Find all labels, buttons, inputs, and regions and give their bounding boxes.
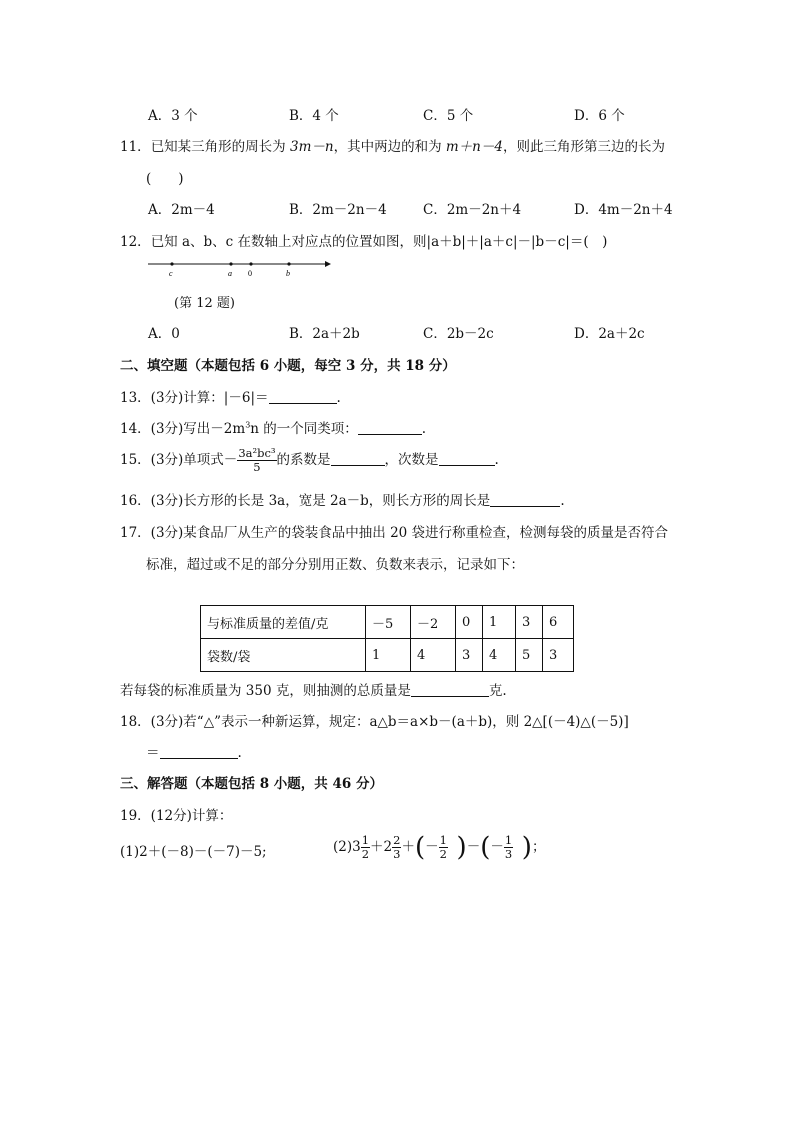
q19-minus: － xyxy=(466,839,481,855)
q12-figure-caption: (第 12 题) xyxy=(174,296,235,311)
q14-answer-blank[interactable] xyxy=(358,420,422,435)
left-paren: ( xyxy=(480,832,491,863)
q11-option-b: B．2m－2n－4 xyxy=(289,202,387,218)
q19-fraction-3 xyxy=(439,834,448,861)
q11-stem xyxy=(120,135,665,155)
numerator: 1 xyxy=(439,832,447,847)
table-row xyxy=(201,639,574,672)
q17-answer-blank[interactable] xyxy=(411,682,489,697)
q12-number: 12． xyxy=(120,234,151,250)
table-cell: 4 xyxy=(483,639,516,672)
q14-exponent: 3 xyxy=(245,420,251,430)
q15-period: . xyxy=(494,452,499,468)
q10-option-d: D．6 个 xyxy=(574,108,625,124)
table-cell: 1 xyxy=(483,606,516,639)
table-cell: 6 xyxy=(543,606,574,639)
table-row xyxy=(201,606,574,639)
q19-fraction-4 xyxy=(504,834,513,861)
q18-equals: ＝ xyxy=(146,745,160,761)
q17-line-1: 17．(3分)某食品厂从生产的袋装食品中抽出 20 袋进行称重检查，检测每袋的质量是否符合 xyxy=(120,525,669,541)
q11-option-d: D．4m－2n＋4 xyxy=(574,202,673,218)
table-cell: 3 xyxy=(516,606,543,639)
point-a xyxy=(229,262,232,265)
section-fill-in-heading: 二、填空题（本题包括 6 小题，每空 3 分，共 18 分） xyxy=(120,358,456,374)
table-cell: －2 xyxy=(411,606,456,639)
q11-text-3: ，则此三角形第三边的长为 xyxy=(502,139,665,155)
q16-answer-blank[interactable] xyxy=(490,492,560,507)
q15 xyxy=(120,442,499,478)
q17-unit: 克. xyxy=(488,683,507,699)
table-cell: 0 xyxy=(456,606,483,639)
q12-option-c: C．2b－2c xyxy=(423,326,494,342)
q13-period: . xyxy=(336,390,341,406)
q18-line-2 xyxy=(146,741,242,761)
numerator: 1 xyxy=(504,832,513,847)
table-cell: 3 xyxy=(456,639,483,672)
q11-text-2: ，其中两边的和为 xyxy=(333,139,446,155)
q19-part-2: (2)3 $\frac{1}{2}$ ＋2 $\frac{2}{3}$ ＋(－ $\frac{1}{2}$ )－(－ $\frac{1}{3}$ )； xyxy=(333,832,546,863)
q11-text-1: 已知某三角形的周长为 xyxy=(150,139,290,155)
label-c: c xyxy=(169,269,173,278)
q15-text-3: ，次数是 xyxy=(384,452,439,468)
table-cell: 袋数/袋 xyxy=(201,639,366,672)
q14-period: . xyxy=(421,421,427,437)
q19-title: 19．(12分)计算： xyxy=(120,808,233,824)
denominator: 2 xyxy=(439,847,447,861)
q13-answer-blank[interactable] xyxy=(269,389,337,404)
q14-text-1: 14．(3分)写出－2m xyxy=(120,421,246,437)
q11-option-c: C．2m－2n＋4 xyxy=(423,202,522,218)
q18-line-1: 18．(3分)若“△”表示一种新运算，规定：a△b＝a×b－(a＋b)，则 2△[(－4)△(－5)] xyxy=(120,714,629,730)
q13 xyxy=(120,386,341,406)
q16 xyxy=(120,489,565,509)
q15-fraction xyxy=(237,447,276,474)
denominator: 3 xyxy=(504,847,513,861)
q17-question-text: 若每袋的标准质量为 350 克，则抽测的总质量是 xyxy=(120,683,411,699)
q12-text: 已知 a、b、c 在数轴上对应点的位置如图，则|a＋b|＋|a＋c|－|b－c|＝( ) xyxy=(150,234,608,250)
table-cell: 5 xyxy=(516,639,543,672)
q12-stem xyxy=(120,230,607,250)
q14-text-2: n 的一个同类项： xyxy=(250,421,358,437)
q15-text-1: 15．(3分)单项式－ xyxy=(120,452,238,468)
numerator: 1 xyxy=(361,832,370,847)
q19-plus: ＋ xyxy=(401,839,415,855)
denominator: 2 xyxy=(361,847,370,861)
q11-option-a: A．2m－4 xyxy=(148,202,215,218)
label-zero: 0 xyxy=(248,269,252,278)
q12-option-a: A．0 xyxy=(148,326,180,342)
numerator: 2 xyxy=(393,832,401,847)
q10-option-c: C．5 个 xyxy=(423,108,474,124)
q15-numerator: 3a²bc³ xyxy=(238,445,276,460)
q11-answer-paren: ( ) xyxy=(146,171,184,187)
q17-data-table xyxy=(200,605,574,672)
q15-text-2: 的系数是 xyxy=(276,452,331,468)
table-cell: 1 xyxy=(366,639,411,672)
q19-semicolon: ； xyxy=(531,839,546,855)
right-paren: ) xyxy=(521,832,532,863)
label-b: b xyxy=(286,269,290,278)
left-paren: ( xyxy=(414,832,426,863)
q19-plus-2: ＋2 xyxy=(370,839,393,855)
number-line-arrow xyxy=(325,261,331,267)
table-cell: －5 xyxy=(366,606,411,639)
point-b xyxy=(287,262,290,265)
q15-denominator: 5 xyxy=(253,460,261,474)
q14 xyxy=(120,417,426,437)
table-cell: 4 xyxy=(411,639,456,672)
q15-coefficient-blank[interactable] xyxy=(331,451,385,466)
q16-text: 16．(3分)长方形的长是 3a，宽是 2a－b，则长方形的周长是 xyxy=(120,493,491,509)
q11-expr-2: m＋n－4 xyxy=(445,139,503,155)
right-paren: ) xyxy=(456,832,467,863)
table-cell: 与标准质量的差值/克 xyxy=(201,606,366,639)
section-solution-heading: 三、解答题（本题包括 8 小题，共 46 分） xyxy=(120,776,383,792)
point-c xyxy=(170,262,173,265)
q10-option-b: B．4 个 xyxy=(289,108,339,124)
q19-part-1: (1)2＋(－8)－(－7)－5; xyxy=(120,844,267,860)
label-a: a xyxy=(228,269,232,278)
q11-number: 11． xyxy=(120,139,151,155)
q12-option-b: B．2a＋2b xyxy=(289,326,360,342)
q19-fraction-1 xyxy=(361,834,370,861)
q10-option-a: A．3 个 xyxy=(148,108,198,124)
q13-text: 13．(3分)计算：|－6|＝ xyxy=(120,390,269,406)
q17-question xyxy=(120,679,507,699)
q15-degree-blank[interactable] xyxy=(439,451,495,466)
denominator: 3 xyxy=(393,847,401,861)
q12-number-line-figure xyxy=(145,256,335,278)
table-cell: 3 xyxy=(543,639,574,672)
q16-period: . xyxy=(560,493,565,509)
q12-option-d: D．2a＋2c xyxy=(574,326,645,342)
q17-line-2: 标准，超过或不足的部分分别用正数、负数来表示，记录如下： xyxy=(146,557,524,573)
q19-part-2-label: (2)3 xyxy=(333,839,361,855)
q18-period: . xyxy=(237,745,242,761)
point-zero xyxy=(249,262,252,265)
q18-answer-blank[interactable] xyxy=(160,744,238,759)
q11-expr-1: 3m－n xyxy=(289,139,334,155)
